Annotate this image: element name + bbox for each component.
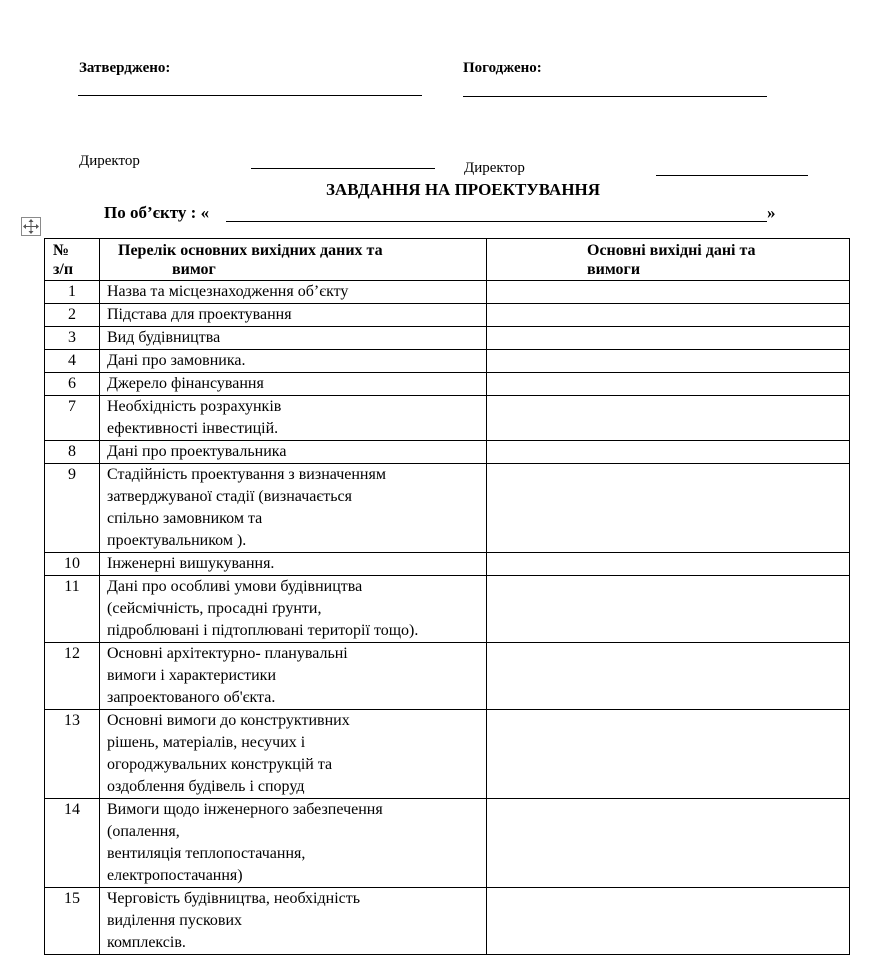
header-requirements-list: Перелік основних вихідних даних та вимог xyxy=(100,239,487,281)
description-line: Джерело фінансування xyxy=(107,375,264,392)
row-description xyxy=(100,799,487,888)
description-line: вимоги і характеристики xyxy=(107,667,277,684)
description-line: Основні вимоги до конструктивних xyxy=(107,712,350,729)
table-row xyxy=(45,710,850,799)
description-line: виділення пускових xyxy=(107,912,243,929)
table-row xyxy=(45,576,850,643)
description-line: Дані про особливі умови будівництва xyxy=(107,578,363,595)
description-line: запроектованого об'єкта. xyxy=(107,689,276,706)
description-line: ефективності інвестицій. xyxy=(107,420,279,437)
description-line: Необхідність розрахунків xyxy=(107,398,282,415)
approved-label: Затверджено: xyxy=(79,60,171,76)
description-line: вентиляція теплопостачання, xyxy=(107,845,306,862)
description-line: Стадійність проектування з визначенням xyxy=(107,466,386,483)
table-header-row xyxy=(45,239,850,281)
table-row xyxy=(45,304,850,327)
row-number: 3 xyxy=(45,327,100,350)
table-row xyxy=(45,553,850,576)
table-row xyxy=(45,888,850,955)
agreed-label: Погоджено: xyxy=(463,60,542,76)
table-row xyxy=(45,396,850,441)
description-line: Назва та місцезнаходження об’єкту xyxy=(107,283,349,300)
description-line: Підстава для проектування xyxy=(107,306,292,323)
row-value-cell[interactable] xyxy=(487,350,850,373)
row-value-cell[interactable] xyxy=(487,327,850,350)
row-description xyxy=(100,888,487,955)
row-value-cell[interactable] xyxy=(487,643,850,710)
row-number: 4 xyxy=(45,350,100,373)
row-number: 14 xyxy=(45,799,100,888)
header-number: № з/п xyxy=(45,239,100,281)
row-description xyxy=(100,281,487,304)
description-line: огороджувальних конструкцій та xyxy=(107,756,333,773)
row-number: 6 xyxy=(45,373,100,396)
row-number: 12 xyxy=(45,643,100,710)
description-line: електропостачання) xyxy=(107,867,243,884)
row-description xyxy=(100,710,487,799)
table-row xyxy=(45,373,850,396)
description-line: Черговість будівництва, необхідність xyxy=(107,890,361,907)
row-value-cell[interactable] xyxy=(487,710,850,799)
row-number: 15 xyxy=(45,888,100,955)
object-closing-quote: » xyxy=(767,203,776,222)
description-line: підроблювані і підтоплювані території тощо). xyxy=(107,622,419,639)
director-right-signature-line xyxy=(656,175,808,176)
description-line: Вид будівництва xyxy=(107,329,221,346)
row-number: 9 xyxy=(45,464,100,553)
table-row xyxy=(45,464,850,553)
row-value-cell[interactable] xyxy=(487,396,850,441)
director-right-label: Директор xyxy=(464,160,525,176)
row-description xyxy=(100,441,487,464)
row-description xyxy=(100,464,487,553)
row-value-cell[interactable] xyxy=(487,888,850,955)
row-description xyxy=(100,396,487,441)
row-number: 11 xyxy=(45,576,100,643)
row-number: 1 xyxy=(45,281,100,304)
row-description xyxy=(100,304,487,327)
row-description xyxy=(100,576,487,643)
description-line: комплексів. xyxy=(107,934,186,951)
row-description xyxy=(100,643,487,710)
table-row xyxy=(45,643,850,710)
object-name-line[interactable] xyxy=(226,221,767,222)
director-left-label: Директор xyxy=(79,153,140,169)
description-line: Основні архітектурно- планувальні xyxy=(107,645,348,662)
agreed-signature-line xyxy=(463,96,767,97)
description-line: рішень, матеріалів, несучих і xyxy=(107,734,306,751)
header-requirements-data: Основні вихідні дані та вимоги xyxy=(487,239,850,281)
row-value-cell[interactable] xyxy=(487,553,850,576)
table-row xyxy=(45,441,850,464)
table-move-handle-icon[interactable] xyxy=(21,217,41,236)
description-line: Дані про замовника. xyxy=(107,352,246,369)
description-line: оздоблення будівель і споруд xyxy=(107,778,305,795)
row-value-cell[interactable] xyxy=(487,281,850,304)
document-title: ЗАВДАННЯ НА ПРОЕКТУВАННЯ xyxy=(325,180,601,199)
approved-signature-line xyxy=(78,95,422,96)
row-number: 10 xyxy=(45,553,100,576)
row-description xyxy=(100,327,487,350)
description-line: затверджуваної стадії (визначається xyxy=(107,488,352,505)
row-number: 2 xyxy=(45,304,100,327)
task-table xyxy=(44,238,850,955)
description-line: Інженерні вишукування. xyxy=(107,555,275,572)
row-number: 13 xyxy=(45,710,100,799)
table-row xyxy=(45,799,850,888)
description-line: проектувальником ). xyxy=(107,532,247,549)
description-line: Дані про проектувальника xyxy=(107,443,287,460)
row-description xyxy=(100,350,487,373)
description-line: Вимоги щодо інженерного забезпечення xyxy=(107,801,383,818)
row-number: 7 xyxy=(45,396,100,441)
row-number: 8 xyxy=(45,441,100,464)
object-label: По об’єкту : « xyxy=(104,203,210,222)
description-line: (сейсмічність, просадні ґрунти, xyxy=(107,600,322,617)
row-value-cell[interactable] xyxy=(487,799,850,888)
table-row xyxy=(45,350,850,373)
table-row xyxy=(45,327,850,350)
description-line: (опалення, xyxy=(107,823,180,840)
row-description xyxy=(100,553,487,576)
row-value-cell[interactable] xyxy=(487,304,850,327)
row-value-cell[interactable] xyxy=(487,441,850,464)
row-value-cell[interactable] xyxy=(487,464,850,553)
table-row xyxy=(45,281,850,304)
row-value-cell[interactable] xyxy=(487,373,850,396)
director-left-signature-line xyxy=(251,168,435,169)
row-value-cell[interactable] xyxy=(487,576,850,643)
row-description xyxy=(100,373,487,396)
description-line: спільно замовником та xyxy=(107,510,263,527)
